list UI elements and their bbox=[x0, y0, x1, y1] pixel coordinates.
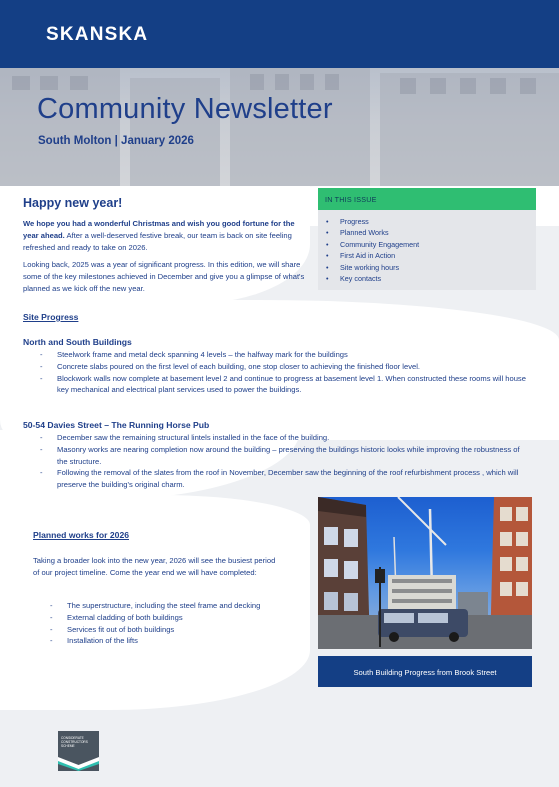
list-item: - Following the removal of the slates from the roof in November, December saw the beginning of the roof refurbishment process , which will preserve the building's original charm. bbox=[40, 468, 519, 490]
list-item: - External cladding of both buildings bbox=[50, 612, 183, 622]
north-south-list bbox=[40, 349, 530, 396]
considerate-constructors-chevron-icon bbox=[58, 731, 99, 771]
page-subtitle: South Molton | January 2026 bbox=[38, 135, 194, 147]
list-item: - December saw the remaining structural lintels installed in the face of the building. bbox=[40, 433, 330, 442]
hero-banner bbox=[0, 68, 559, 186]
intro-heading: Happy new year! bbox=[23, 196, 123, 210]
badge-line-3: SCHEME bbox=[61, 744, 75, 748]
list-item: - Concrete slabs poured on the first level of each building, one stop closer to achieving the finished floor level. bbox=[40, 361, 421, 371]
list-item: - Services fit out of both buildings bbox=[50, 624, 175, 634]
construction-photo-illustration bbox=[318, 497, 532, 649]
considerate-constructors-badge bbox=[58, 731, 99, 771]
list-item: - Installation of the lifts bbox=[50, 636, 138, 646]
planned-works-heading: Planned works for 2026 bbox=[33, 530, 129, 540]
planned-works-intro: Taking a broader look into the new year, 2026 will see the busiest period of our project timeline. Come the year end we will have completed: bbox=[33, 556, 276, 578]
list-item: - The superstructure, including the steel frame and decking bbox=[50, 601, 261, 610]
planned-works-list bbox=[50, 600, 280, 647]
construction-photo bbox=[318, 497, 532, 649]
issue-item[interactable]: • Community Engagement bbox=[326, 239, 420, 249]
in-this-issue-list bbox=[318, 210, 536, 284]
issue-item[interactable]: • Key contacts bbox=[326, 274, 382, 284]
issue-item[interactable]: • Progress bbox=[326, 217, 369, 226]
list-item: - Blockwork walls now complete at basement level 2 and continue to progress at basement level 1. When constructed these rooms will house key mechanical and electrical plant services used to power the buildings. bbox=[40, 373, 526, 395]
intro-paragraph-1 bbox=[23, 218, 307, 255]
photo-caption: South Building Progress from Brook Street bbox=[318, 656, 532, 687]
intro-paragraph-2: Looking back, 2025 was a year of significant progress. In this edition, we will share some of the key milestones achieved in December and give you a glimpse of what's planned as we kick off the new year. bbox=[23, 260, 305, 294]
list-item: - Steelwork frame and metal deck spanning 4 levels – the halfway mark for the buildings bbox=[40, 350, 348, 359]
skanska-logo: SKANSKA bbox=[46, 24, 149, 45]
in-this-issue-heading: IN THIS ISSUE bbox=[318, 188, 536, 210]
issue-item[interactable]: • Site working hours bbox=[326, 262, 400, 272]
badge-line-1: CONSIDERATE bbox=[61, 736, 84, 740]
davies-street-heading: 50-54 Davies Street – The Running Horse Pub bbox=[23, 420, 210, 430]
intro-paragraph-1-rest: After a well-deserved festive break, our team is back on site feeling refreshed and ready to take on 2026. bbox=[23, 231, 292, 253]
davies-street-list bbox=[40, 432, 530, 491]
intro-paragraph-1-bold: We hope you had a wonderful Christmas and wish you good fortune for the year ahead. bbox=[23, 219, 295, 241]
north-south-heading: North and South Buildings bbox=[23, 337, 132, 347]
brand-bar bbox=[0, 0, 559, 68]
list-item: - Masonry works are nearing completion now around the building – preserving the buildings historic looks while improving the robustness of the structure. bbox=[40, 444, 520, 466]
in-this-issue-box bbox=[318, 188, 536, 290]
issue-item[interactable]: • First Aid in Action bbox=[326, 251, 396, 261]
issue-item[interactable]: • Planned Works bbox=[326, 228, 389, 238]
badge-line-2: CONSTRUCTORS bbox=[61, 740, 88, 744]
site-progress-heading: Site Progress bbox=[23, 312, 79, 322]
page-title: Community Newsletter bbox=[37, 93, 333, 125]
